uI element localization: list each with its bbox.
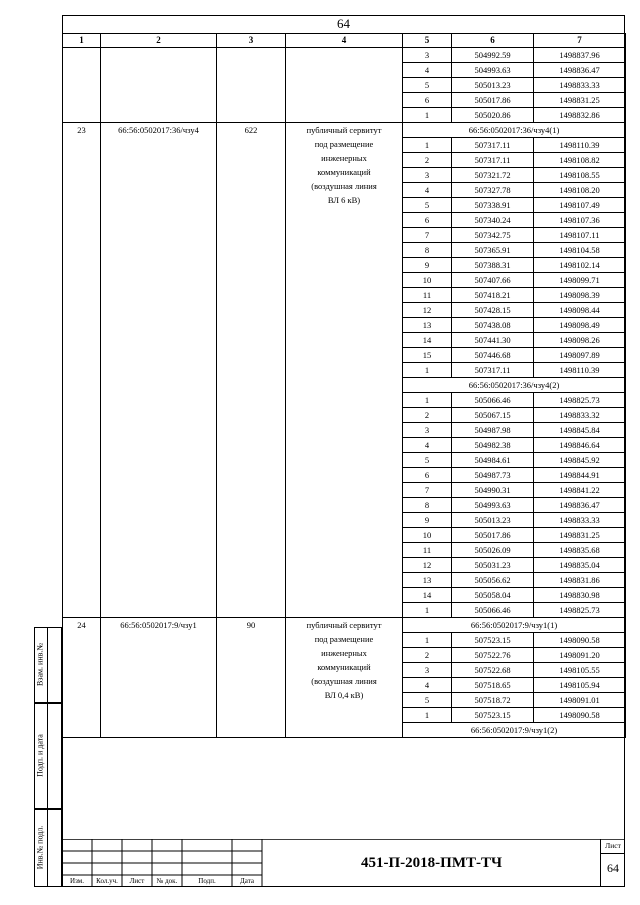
- cell-text: 24: [77, 620, 86, 630]
- cell-y: 1498832.86: [534, 108, 626, 123]
- cell-x: 505013.23: [452, 78, 534, 93]
- cell-x: 504992.59: [452, 48, 534, 63]
- cell-y: 1498091.01: [534, 693, 626, 708]
- cell-x: 507317.11: [452, 138, 534, 153]
- cell-x: 507518.72: [452, 693, 534, 708]
- cell-x: 505066.46: [452, 603, 534, 618]
- sheet-number: 64: [607, 861, 619, 875]
- cell-x: 504984.61: [452, 453, 534, 468]
- purpose-line: (воздушная линия: [311, 181, 377, 191]
- cell-x: 504982.38: [452, 438, 534, 453]
- cell-point: 4: [403, 438, 452, 453]
- cell-point: 10: [403, 528, 452, 543]
- cell-x: 507418.21: [452, 288, 534, 303]
- cell-point: 4: [403, 183, 452, 198]
- cell-y: 1498107.11: [534, 228, 626, 243]
- cell-x: 505013.23: [452, 513, 534, 528]
- cell-y: 1498110.39: [534, 363, 626, 378]
- cell-cadastral: [101, 123, 217, 618]
- cell-x: 504987.98: [452, 423, 534, 438]
- cell-x: 505026.09: [452, 543, 534, 558]
- cell-area: [217, 618, 286, 738]
- cell-y: 1498835.04: [534, 558, 626, 573]
- cell-y: 1498835.68: [534, 543, 626, 558]
- side-label: Подп. и дата: [35, 734, 45, 777]
- part-label: 66:56:0502017:36/чзу4(2): [403, 378, 626, 393]
- cell-point: 5: [403, 78, 452, 93]
- part-label: 66:56:0502017:9/чзу1(2): [403, 723, 626, 738]
- cell-y: 1498830.98: [534, 588, 626, 603]
- cell-x: 507441.30: [452, 333, 534, 348]
- cell-x: 504990.31: [452, 483, 534, 498]
- cell-x: 507523.15: [452, 708, 534, 723]
- purpose-line: (воздушная линия: [311, 676, 377, 686]
- cell-point: 3: [403, 663, 452, 678]
- cell-x: 507317.11: [452, 363, 534, 378]
- purpose-line: под размещение: [314, 634, 374, 644]
- cell-text: 23: [77, 125, 86, 135]
- cell-x: 507365.91: [452, 243, 534, 258]
- cell-purpose: [286, 618, 403, 738]
- cell-point: 4: [403, 678, 452, 693]
- cell-y: 1498105.55: [534, 663, 626, 678]
- cell-y: 1498108.55: [534, 168, 626, 183]
- col-header: 2: [101, 34, 217, 48]
- cell-point: 1: [403, 108, 452, 123]
- cell-point: 1: [403, 633, 452, 648]
- cell-y: 1498110.39: [534, 138, 626, 153]
- cell-y: 1498831.25: [534, 93, 626, 108]
- cell-point: 7: [403, 228, 452, 243]
- cell-point: 14: [403, 333, 452, 348]
- cell-y: 1498831.86: [534, 573, 626, 588]
- cell-point: 13: [403, 573, 452, 588]
- cell-x: 505020.86: [452, 108, 534, 123]
- cell-point: 1: [403, 708, 452, 723]
- cell-x: 505067.15: [452, 408, 534, 423]
- purpose-line: инженерных: [321, 648, 367, 658]
- cell-y: 1498825.73: [534, 603, 626, 618]
- cell-y: 1498098.39: [534, 288, 626, 303]
- cell-y: 1498831.25: [534, 528, 626, 543]
- stamp-label: Дата: [240, 877, 254, 885]
- cell-y: 1498108.20: [534, 183, 626, 198]
- col-header: 6: [452, 34, 534, 48]
- cell-y: 1498107.36: [534, 213, 626, 228]
- title-block: [62, 839, 625, 887]
- cell-point: 1: [403, 393, 452, 408]
- col-header: 7: [534, 34, 626, 48]
- cell-y: 1498845.84: [534, 423, 626, 438]
- side-label: Инв.№ подл.: [35, 825, 45, 870]
- cell-point: 5: [403, 198, 452, 213]
- cell-text: 622: [244, 125, 258, 135]
- cell-x: 507340.24: [452, 213, 534, 228]
- cell-point: 6: [403, 93, 452, 108]
- cell-y: 1498837.96: [534, 48, 626, 63]
- cell-purpose: [286, 48, 403, 123]
- cell-text: 90: [246, 620, 256, 630]
- part-label: 66:56:0502017:9/чзу1(1): [403, 618, 626, 633]
- sheet-box: [600, 839, 625, 887]
- cell-x: 507522.68: [452, 663, 534, 678]
- document-code: 451-П-2018-ПМТ-ТЧ: [361, 855, 502, 871]
- cell-cadastral: [101, 48, 217, 123]
- cell-point: 1: [403, 363, 452, 378]
- cell-y: 1498844.91: [534, 468, 626, 483]
- cell-point: 13: [403, 318, 452, 333]
- cell-x: 504987.73: [452, 468, 534, 483]
- cell-y: 1498845.92: [534, 453, 626, 468]
- purpose-line: под размещение: [314, 139, 374, 149]
- cell-point: 15: [403, 348, 452, 363]
- side-label-box: [34, 627, 62, 703]
- cell-x: 507438.08: [452, 318, 534, 333]
- purpose-line: ВЛ 0,4 кВ): [324, 690, 364, 700]
- side-label-box: [34, 809, 62, 887]
- cell-point: 5: [403, 453, 452, 468]
- cell-point: 6: [403, 468, 452, 483]
- cell-number: [63, 618, 101, 738]
- cell-point: 8: [403, 243, 452, 258]
- cell-x: 507321.72: [452, 168, 534, 183]
- cell-point: 11: [403, 543, 452, 558]
- cell-point: 12: [403, 558, 452, 573]
- purpose-line: публичный сервитут: [306, 125, 382, 135]
- cell-x: 504993.63: [452, 498, 534, 513]
- cell-y: 1498098.44: [534, 303, 626, 318]
- part-label: 66:56:0502017:36/чзу4(1): [403, 123, 626, 138]
- purpose-line: ВЛ 6 кВ): [327, 195, 361, 205]
- purpose-line: публичный сервитут: [306, 620, 382, 630]
- col-header: 1: [63, 34, 101, 48]
- cell-point: 1: [403, 138, 452, 153]
- cell-point: 2: [403, 648, 452, 663]
- cell-point: 12: [403, 303, 452, 318]
- cell-area: [217, 48, 286, 123]
- cell-number: [63, 48, 101, 123]
- cell-y: 1498841.22: [534, 483, 626, 498]
- cell-point: 5: [403, 693, 452, 708]
- cell-x: 505056.62: [452, 573, 534, 588]
- cell-x: 507327.78: [452, 183, 534, 198]
- purpose-line: коммуникаций: [317, 662, 371, 672]
- cell-point: 9: [403, 258, 452, 273]
- table-row: [63, 618, 626, 633]
- cell-x: 507388.31: [452, 258, 534, 273]
- cell-number: [63, 123, 101, 618]
- table-header-row: [63, 34, 626, 48]
- cell-point: 2: [403, 153, 452, 168]
- cell-y: 1498098.26: [534, 333, 626, 348]
- cell-y: 1498836.47: [534, 63, 626, 78]
- cell-purpose: [286, 123, 403, 618]
- cell-area: [217, 123, 286, 618]
- cell-x: 505031.23: [452, 558, 534, 573]
- col-header: 3: [217, 34, 286, 48]
- stamp-label: Лист: [129, 877, 145, 885]
- stamp-label: № док.: [156, 877, 178, 885]
- cell-point: 10: [403, 273, 452, 288]
- stamp-label: Изм.: [70, 877, 84, 885]
- cell-text: 66:56:0502017:9/чзу1: [120, 620, 197, 630]
- cell-point: 8: [403, 498, 452, 513]
- cell-y: 1498090.58: [534, 708, 626, 723]
- cell-y: 1498833.33: [534, 78, 626, 93]
- cell-point: 3: [403, 48, 452, 63]
- cell-point: 1: [403, 603, 452, 618]
- cell-x: 507407.66: [452, 273, 534, 288]
- table-row: [63, 48, 626, 63]
- coordinates-table: [62, 33, 626, 738]
- stamp-label: Подп.: [198, 877, 216, 885]
- purpose-line: инженерных: [321, 153, 367, 163]
- cell-x: 507338.91: [452, 198, 534, 213]
- cell-text: 66:56:0502017:36/чзу4: [118, 125, 199, 135]
- cell-y: 1498098.49: [534, 318, 626, 333]
- col-header: 5: [403, 34, 452, 48]
- cell-y: 1498833.32: [534, 408, 626, 423]
- table-row: [63, 123, 626, 138]
- cell-y: 1498108.82: [534, 153, 626, 168]
- cell-x: 507342.75: [452, 228, 534, 243]
- col-header: 4: [286, 34, 403, 48]
- cell-x: 504993.63: [452, 63, 534, 78]
- cell-y: 1498091.20: [534, 648, 626, 663]
- cell-point: 11: [403, 288, 452, 303]
- cell-y: 1498104.58: [534, 243, 626, 258]
- cell-point: 9: [403, 513, 452, 528]
- cell-x: 507522.76: [452, 648, 534, 663]
- cell-x: 507518.65: [452, 678, 534, 693]
- cell-x: 507446.68: [452, 348, 534, 363]
- side-label: Взам. инв.№: [35, 642, 45, 687]
- side-label-box: [34, 703, 62, 809]
- cell-x: 507428.15: [452, 303, 534, 318]
- cell-point: 6: [403, 213, 452, 228]
- page-number: 64: [337, 16, 350, 31]
- cell-point: 3: [403, 168, 452, 183]
- cell-x: 507523.15: [452, 633, 534, 648]
- cell-y: 1498102.14: [534, 258, 626, 273]
- cell-point: 7: [403, 483, 452, 498]
- cell-y: 1498099.71: [534, 273, 626, 288]
- cell-y: 1498825.73: [534, 393, 626, 408]
- cell-y: 1498097.89: [534, 348, 626, 363]
- purpose-line: коммуникаций: [317, 167, 371, 177]
- cell-x: 505017.86: [452, 93, 534, 108]
- stamp-label: Кол.уч.: [96, 877, 118, 885]
- cell-y: 1498090.58: [534, 633, 626, 648]
- cell-y: 1498107.49: [534, 198, 626, 213]
- cell-y: 1498836.47: [534, 498, 626, 513]
- cell-point: 14: [403, 588, 452, 603]
- cell-y: 1498105.94: [534, 678, 626, 693]
- cell-cadastral: [101, 618, 217, 738]
- cell-x: 505066.46: [452, 393, 534, 408]
- cell-x: 507317.11: [452, 153, 534, 168]
- cell-y: 1498833.33: [534, 513, 626, 528]
- cell-y: 1498846.64: [534, 438, 626, 453]
- cell-x: 505058.04: [452, 588, 534, 603]
- cell-point: 3: [403, 423, 452, 438]
- cell-point: 4: [403, 63, 452, 78]
- cell-x: 505017.86: [452, 528, 534, 543]
- cell-point: 2: [403, 408, 452, 423]
- sheet-label: Лист: [605, 841, 621, 850]
